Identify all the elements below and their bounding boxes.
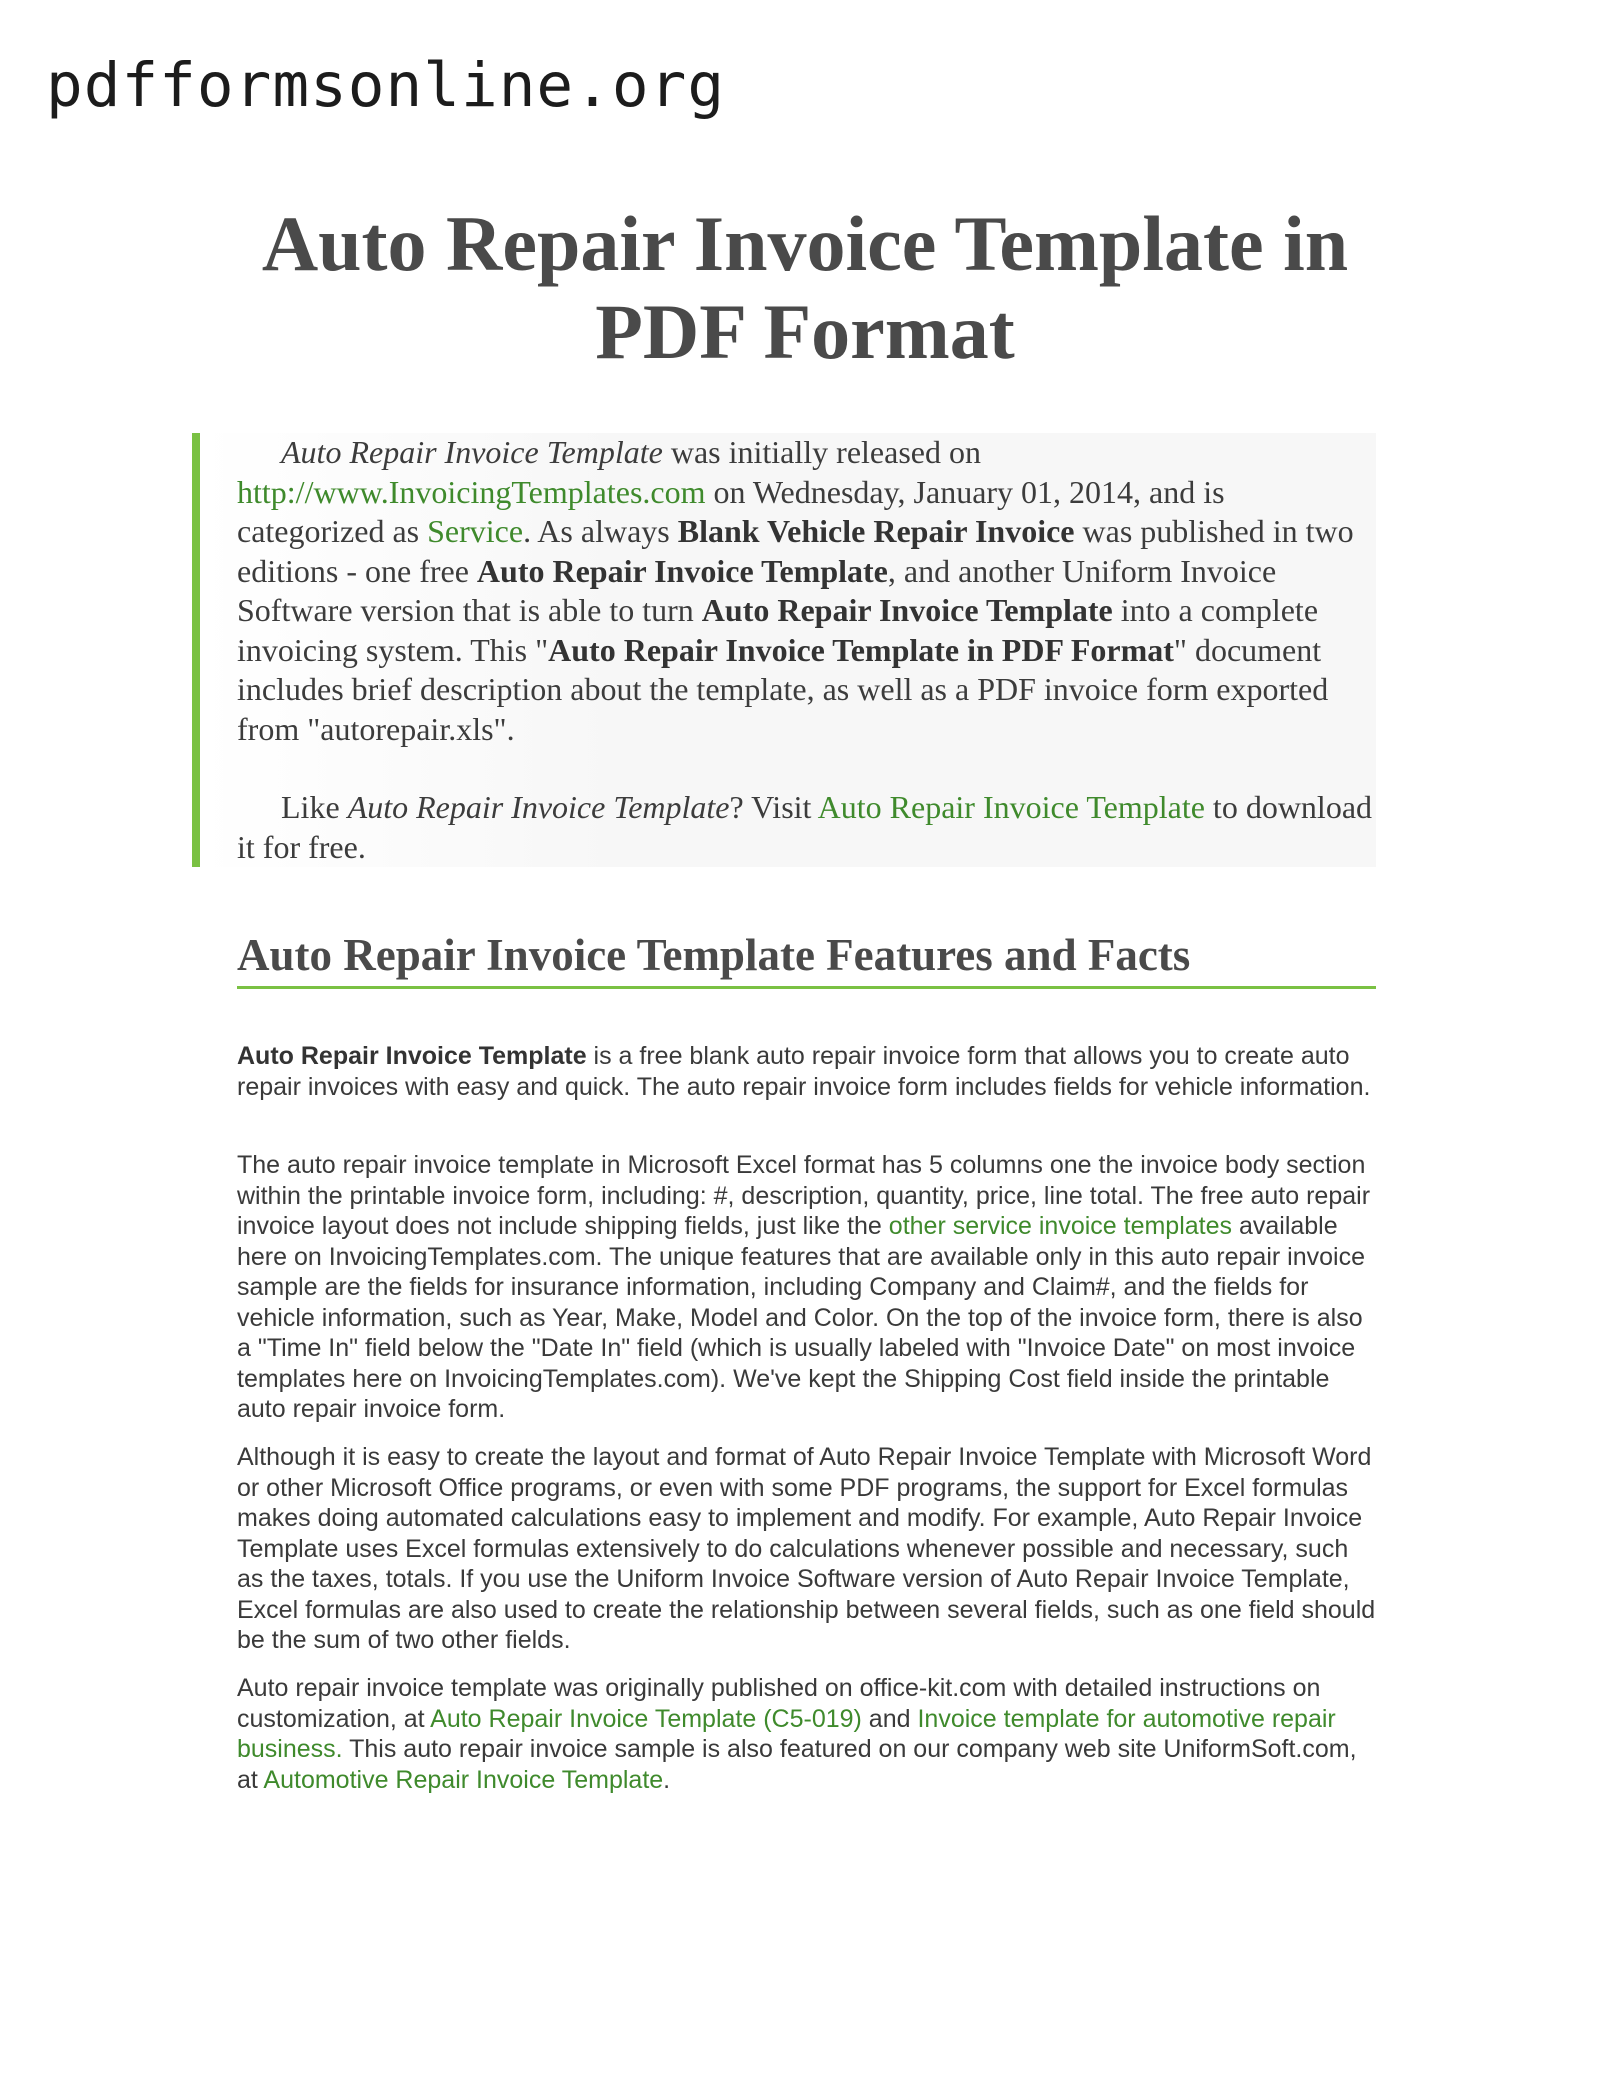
text-run: . As always (523, 513, 678, 549)
text-run: Although it is easy to create the layout and format of Auto Repair Invoice Template with Microsoft Word or other Microsoft Office programs, or even with some PDF programs, the support for Excel formulas makes doing automated calculations easy to implement and modify. For example, Auto Repair Invoice Template uses Excel formulas extensively to do calculations whenever possible and necessary, such as the taxes, totals. If you use the Uniform Invoice Software version of Auto Repair Invoice Template, Excel formulas are also used to create the relationship between several fields, such as one field should be the sum of two other fields. (237, 1443, 1376, 1654)
hyperlink[interactable]: http://www.InvoicingTemplates.com (237, 473, 706, 510)
hyperlink[interactable]: Auto Repair Invoice Template (C5-019) (430, 1704, 862, 1733)
hyperlink[interactable]: Auto Repair Invoice Template (817, 789, 1205, 825)
section-divider (237, 986, 1376, 989)
hyperlink[interactable]: Invoice template for automotive repair business. (237, 1704, 1336, 1763)
text-run: was initially released on (662, 434, 981, 470)
emphasis-text: Auto Repair Invoice Template (347, 789, 730, 825)
text-run: is a free blank auto repair invoice form that allows you to create auto repair invoices with easy and quick. The auto repair invoice form includes fields for vehicle information. (237, 1042, 1371, 1101)
text-run: on Wednesday, January 01, 2014, and is categorized as (237, 473, 1225, 549)
hyperlink[interactable]: Automotive Repair Invoice Template (263, 1765, 664, 1794)
text-run: " document includes brief description about the template, as well as a PDF invoice form exported from "autorepair.xls". (237, 631, 1329, 747)
intro-paragraph-1 (237, 433, 1377, 749)
intro-paragraph-2 (237, 788, 1377, 867)
text-run: Auto repair invoice template was originally published on office-kit.com with detailed instructions on customization, at (237, 1674, 1321, 1733)
text-run: and (861, 1704, 918, 1733)
bold-text: Auto Repair Invoice Template in PDF Format (548, 631, 1174, 668)
text-run: . (663, 1765, 671, 1794)
text-run: , and another Uniform Invoice Software version that is able to turn (237, 552, 1277, 628)
text-run: Like (281, 789, 348, 825)
text-run: This auto repair invoice sample is also featured on our company web site UniformSoft.com, at (237, 1735, 1357, 1794)
emphasis-text: Auto Repair Invoice Template (281, 434, 663, 470)
bold-text: Blank Vehicle Repair Invoice (677, 513, 1075, 549)
section-heading: Auto Repair Invoice Template Features and Facts (237, 930, 1191, 980)
bold-text: Auto Repair Invoice Template (701, 592, 1113, 628)
text-run: was published in two editions - one free (237, 513, 1354, 589)
bold-text: Auto Repair Invoice Template (476, 552, 888, 589)
features-paragraph-1 (237, 1041, 1379, 1102)
text-run: The auto repair invoice template in Microsoft Excel format has 5 columns one the invoice body section within the printable invoice form, including: #, description, quantity, price, line total. The free auto repair invoice layout does not include shipping fields, just like the (237, 1151, 1371, 1240)
text-run: to download it for free. (237, 789, 1373, 865)
features-paragraph-2 (237, 1150, 1379, 1425)
bold-text: Auto Repair Invoice Template (237, 1042, 587, 1070)
text-run: available here on InvoicingTemplates.com. The unique features that are available only in this auto repair invoice sample are the fields for insurance information, including Company and Claim#, and the fields for vehicle information, such as Year, Make, Model and Color. On the top of the invoice form, there is also a "Time In" field below the "Date In" field (which is usually labeled with "Invoice Date" on most invoice templates here on InvoicingTemplates.com). We've kept the Shipping Cost field inside the printable auto repair invoice form. (237, 1212, 1365, 1423)
hyperlink[interactable]: other service invoice templates (888, 1212, 1233, 1240)
text-run: into a complete invoicing system. This " (237, 592, 1319, 668)
features-paragraph-4 (237, 1673, 1379, 1795)
features-paragraph-3 (237, 1442, 1379, 1656)
document-title: Auto Repair Invoice Template in PDF Format (261, 200, 1349, 375)
text-run: ? Visit (729, 789, 818, 825)
site-watermark: pdfformsonline.org (46, 50, 726, 121)
hyperlink[interactable]: Service (427, 513, 524, 549)
